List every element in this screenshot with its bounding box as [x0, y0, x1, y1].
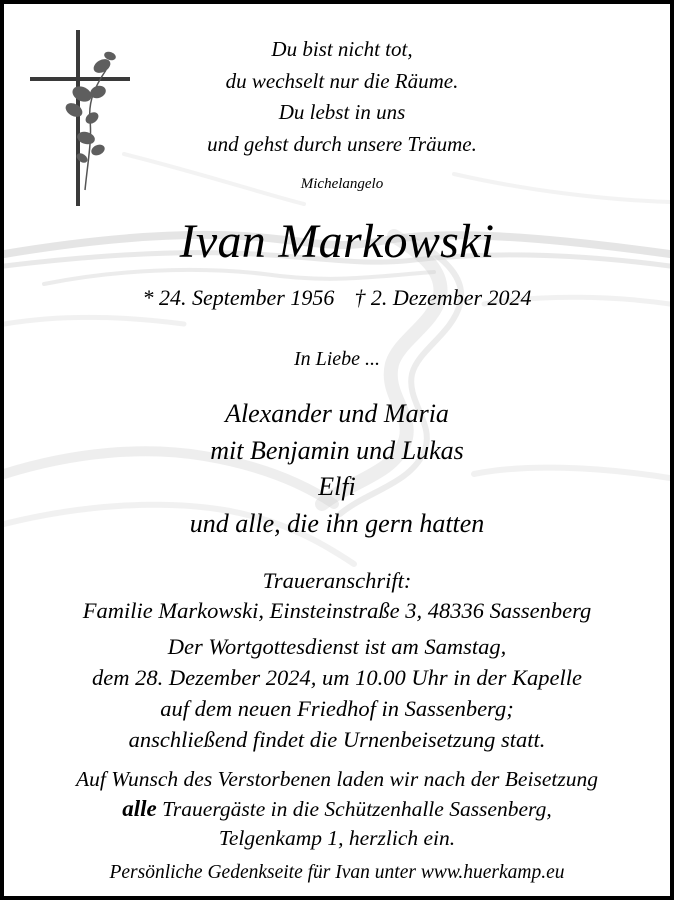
address-label: Traueranschrift: [262, 568, 412, 593]
mourner-line: Elfi [318, 472, 356, 501]
invitation-line [4, 794, 670, 824]
invitation-line-rest: Trauergäste in die Schützenhalle Sassenberg, [156, 797, 552, 821]
mourner-line: und alle, die ihn gern hatten [189, 508, 485, 538]
invitation-line: Telgenkamp 1, herzlich ein. [218, 826, 456, 850]
service-line: Der Wortgottesdienst ist am Samstag, [167, 634, 507, 659]
poem-line: Du bist nicht tot, [271, 37, 413, 61]
mourner-line: Alexander und Maria [225, 399, 449, 428]
service-line: dem 28. Dezember 2024, um 10.00 Uhr in der Kapelle [92, 665, 582, 690]
birth-date: * 24. September 1956 [142, 285, 335, 310]
poem-line: Du lebst in uns [278, 100, 406, 124]
address-line: Familie Markowski, Einsteinstraße 3, 48336 Sassenberg [82, 598, 592, 623]
poem-line: und gehst durch unsere Träume. [207, 131, 477, 156]
memorial-page-note: Persönliche Gedenkseite für Ivan unter www.huerkamp.eu [109, 862, 565, 883]
mourners-list [4, 396, 670, 542]
poem [4, 34, 670, 160]
in-love-phrase: In Liebe ... [293, 348, 381, 370]
poem-author: Michelangelo [300, 176, 384, 192]
death-date: † 2. Dezember 2024 [354, 285, 532, 310]
invitation-emphasis: alle [122, 796, 157, 821]
mourning-address [4, 566, 670, 626]
mourner-line: mit Benjamin und Lukas [210, 435, 464, 465]
service-info [4, 631, 670, 755]
service-line: auf dem neuen Friedhof in Sassenberg; [160, 696, 514, 721]
invitation [4, 765, 670, 853]
invitation-line: Auf Wunsch des Verstorbenen laden wir nach der Beisetzung [76, 767, 598, 791]
poem-line: du wechselt nur die Räume. [225, 68, 459, 93]
deceased-name: Ivan Markowski [179, 215, 495, 268]
life-dates [4, 284, 670, 312]
service-line: anschließend findet die Urnenbeisetzung statt. [128, 727, 546, 752]
